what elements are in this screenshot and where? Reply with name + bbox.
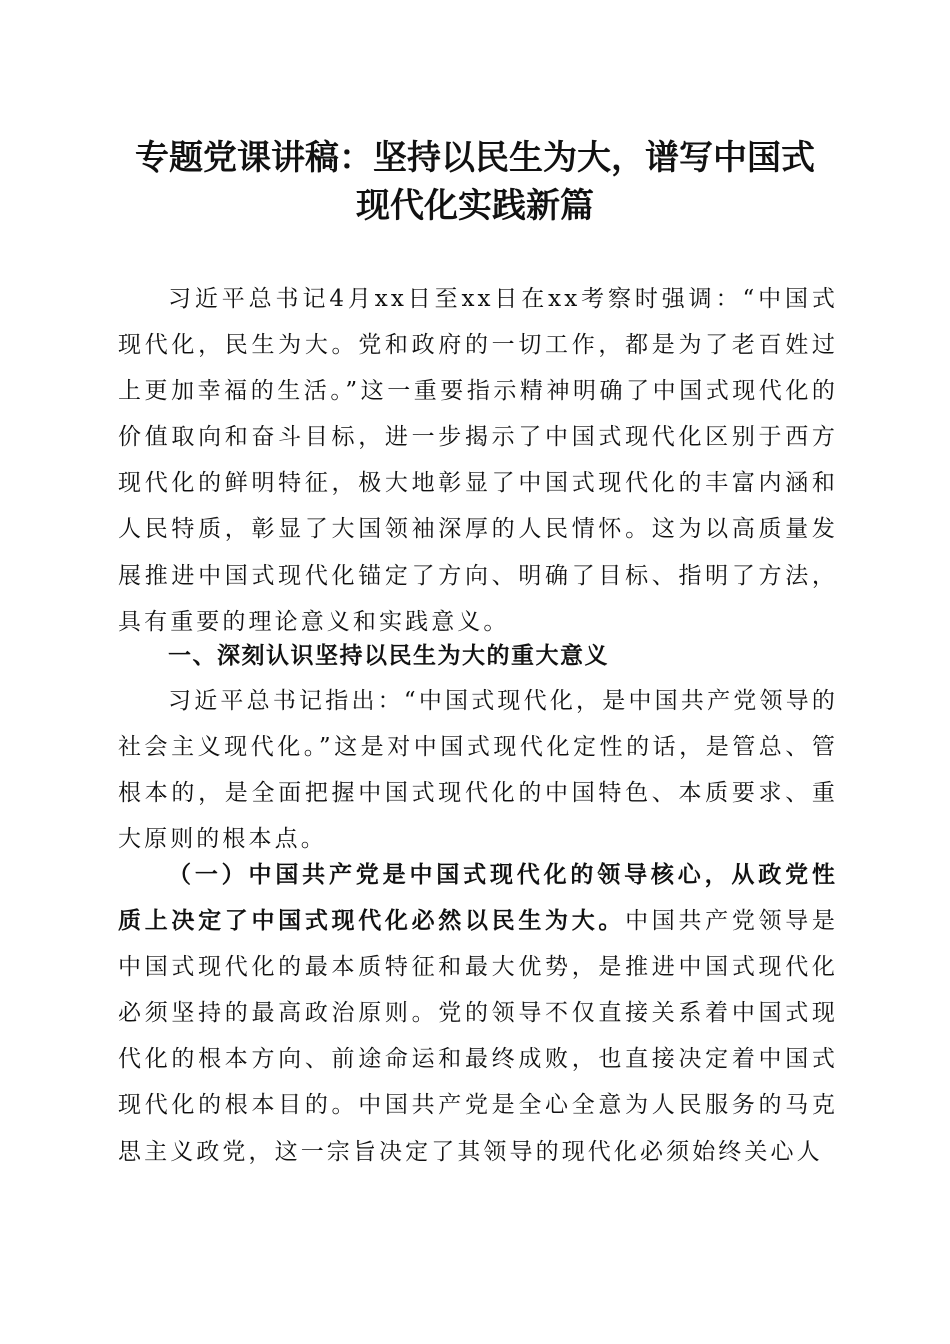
document-title-line-2: 现代化实践新篇: [356, 186, 594, 226]
subsection-1-body-run: 中国共产党领导是中国式现代化的最本质特征和最大优势，是推进中国式现代化必须坚持的最高政治原则。党的领导不仅直接关系着中国式现代化的根本方向、前途命运和最终成败，也直接决定着中国式现代化的根本目的。中国共产党是全心全意为人民服务的马克思主义政党，这一宗旨决定了其领导的现代化必须始终关心人: [118, 908, 838, 1165]
document-title-line-1: 专题党课讲稿：坚持以民生为大，谱写中国式: [135, 138, 815, 178]
paragraph-subsection-1: [118, 852, 838, 1175]
subsection-1-heading-run: （一）中国共产党是中国式现代化的领导核心，从政党性质上决定了中国式现代化必然以民生为大。: [118, 861, 838, 935]
section-heading-1: 一、深刻认识坚持以民生为大的重大意义: [168, 643, 609, 669]
paragraph-section-1: 习近平总书记指出：“中国式现代化，是中国共产党领导的社会主义现代化。”这是对中国式现代化定性的话，是管总、管根本的，是全面把握中国式现代化的中国特色、本质要求、重大原则的根本点。: [118, 688, 838, 853]
paragraph-intro: 习近平总书记4月xx日至xx日在xx考察时强调：“中国式现代化，民生为大。党和政府的一切工作，都是为了老百姓过上更加幸福的生活。”这一重要指示精神明确了中国式现代化的价值取向和奋斗目标，进一步揭示了中国式现代化区别于西方现代化的鲜明特征，极大地彰显了中国式现代化的丰富内涵和人民特质，彰显了大国领袖深厚的人民情怀。这为以高质量发展推进中国式现代化锚定了方向、明确了目标、指明了方法，具有重要的理论意义和实践意义。: [118, 286, 838, 635]
